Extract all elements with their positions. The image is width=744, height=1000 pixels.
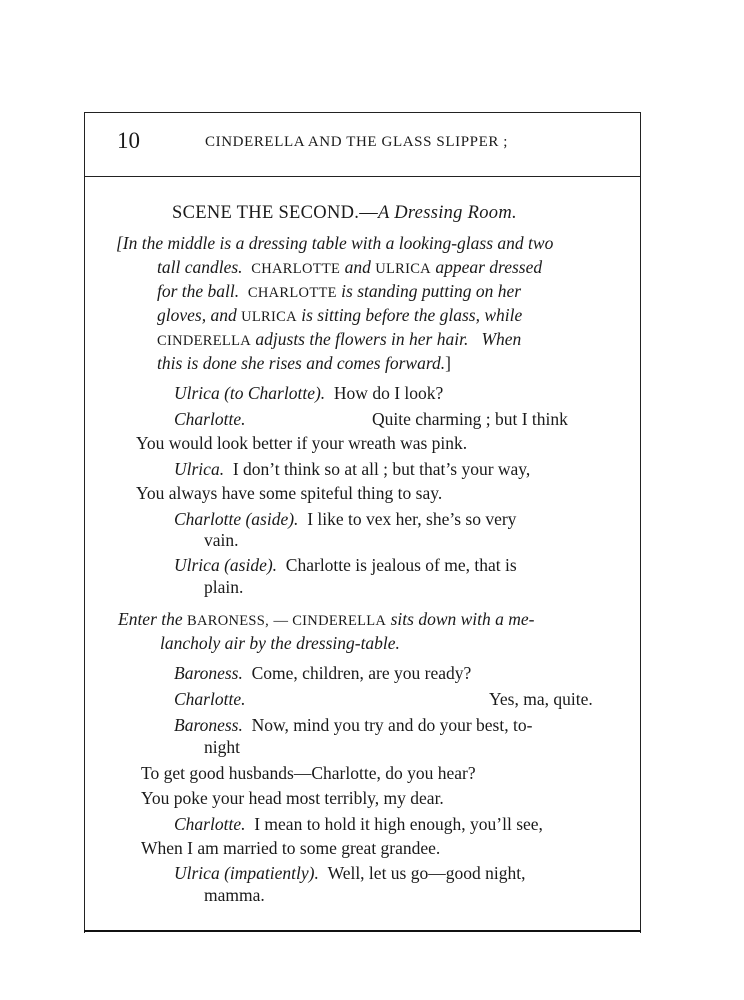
- speech-text: Now, mind you try and do your best, to-: [251, 715, 533, 735]
- header-rule: [84, 176, 641, 177]
- stage-direction-line: [157, 331, 521, 349]
- character-name: CHARLOTTE: [247, 285, 337, 301]
- direction-text: and: [344, 257, 371, 277]
- direction-text: is standing putting on her: [341, 281, 522, 301]
- speaker-label: Ulrica (impatiently).: [174, 863, 319, 883]
- closing-bracket: ]: [445, 353, 451, 373]
- speaker-label: Charlotte (aside).: [174, 509, 299, 529]
- stage-direction-line: [118, 611, 535, 629]
- running-title: CINDERELLA AND THE GLASS SLIPPER ;: [205, 134, 509, 150]
- scene-heading-title: SCENE THE SECOND.: [172, 203, 360, 223]
- stage-direction-line: [157, 259, 542, 277]
- dialogue-line: [174, 511, 516, 529]
- dialogue-line: [174, 865, 525, 883]
- scene-heading: [172, 204, 517, 223]
- speaker-label: Charlotte.: [174, 814, 246, 834]
- speech-text: vain.: [204, 530, 239, 550]
- speech-text: When I am married to some great grandee.: [141, 838, 441, 858]
- page-number: 10: [117, 128, 140, 153]
- dialogue-line: [174, 717, 532, 735]
- speech-text: How do I look?: [333, 383, 444, 403]
- character-name: ULRICA: [241, 309, 297, 325]
- speech-text: Charlotte is jealous of me, that is: [285, 555, 517, 575]
- character-name: — CINDERELLA: [273, 613, 387, 629]
- stage-direction-line: [157, 307, 522, 325]
- speech-text: You would look better if your wreath was pink.: [136, 433, 468, 453]
- speech-text: I mean to hold it high enough, you’ll see,: [254, 814, 543, 834]
- direction-text: tall candles.: [157, 257, 243, 277]
- speech-text: To get good husbands—Charlotte, do you hear?: [141, 763, 476, 783]
- speaker-label: Charlotte.: [174, 689, 246, 709]
- speech-text: plain.: [204, 577, 244, 597]
- bottom-rule: [84, 930, 641, 932]
- speech-text: Quite charming ; but I think: [372, 409, 568, 429]
- speech-text: Yes, ma, quite.: [489, 689, 593, 709]
- speech-text: night: [204, 737, 240, 757]
- speaker-label: Ulrica.: [174, 459, 225, 479]
- speaker-label: Charlotte.: [174, 409, 246, 429]
- speech-text: You poke your head most terribly, my dear.: [141, 788, 444, 808]
- direction-text: this is done she rises and comes forward.: [157, 353, 446, 373]
- speech-text: You always have some spiteful thing to say.: [136, 483, 443, 503]
- speech-text: I like to vex her, she’s so very: [307, 509, 517, 529]
- dialogue-line: [174, 665, 471, 683]
- dialogue-line: [174, 557, 517, 575]
- speech-text: I don’t think so at all ; but that’s your way,: [232, 459, 531, 479]
- direction-text: is sitting before the glass, while: [301, 305, 523, 325]
- dialogue-line: [174, 385, 443, 403]
- dialogue-line: [174, 461, 530, 479]
- dialogue-line: [174, 816, 543, 834]
- direction-text: sits down with a me-: [390, 609, 535, 629]
- stage-direction-line: [157, 283, 521, 301]
- scene-location: A Dressing Room.: [378, 203, 517, 223]
- speaker-label: Ulrica (aside).: [174, 555, 278, 575]
- stage-direction-line: lancholy air by the dressing-table.: [160, 633, 400, 653]
- direction-text: gloves, and: [157, 305, 237, 325]
- speech-text: mamma.: [204, 885, 265, 905]
- speech-text: Well, let us go—good night,: [327, 863, 526, 883]
- direction-text: When: [481, 329, 522, 349]
- character-name: CHARLOTTE: [251, 261, 341, 277]
- speaker-label: Baroness.: [174, 663, 243, 683]
- speaker-label: Baroness.: [174, 715, 243, 735]
- stage-direction-line: [In the middle is a dressing table with a looking-glass and two: [116, 233, 554, 253]
- speech-text: Come, children, are you ready?: [251, 663, 472, 683]
- direction-text: Enter the: [118, 609, 183, 629]
- direction-text: adjusts the flowers in her hair.: [255, 329, 469, 349]
- character-name: CINDERELLA: [157, 333, 252, 349]
- direction-text: for the ball.: [157, 281, 240, 301]
- stage-direction-line: [157, 355, 451, 373]
- speaker-label: Ulrica (to Charlotte).: [174, 383, 326, 403]
- character-name: BARONESS,: [187, 613, 270, 629]
- character-name: ULRICA: [375, 261, 431, 277]
- scene-heading-dash: —: [359, 203, 379, 223]
- direction-text: appear dressed: [435, 257, 543, 277]
